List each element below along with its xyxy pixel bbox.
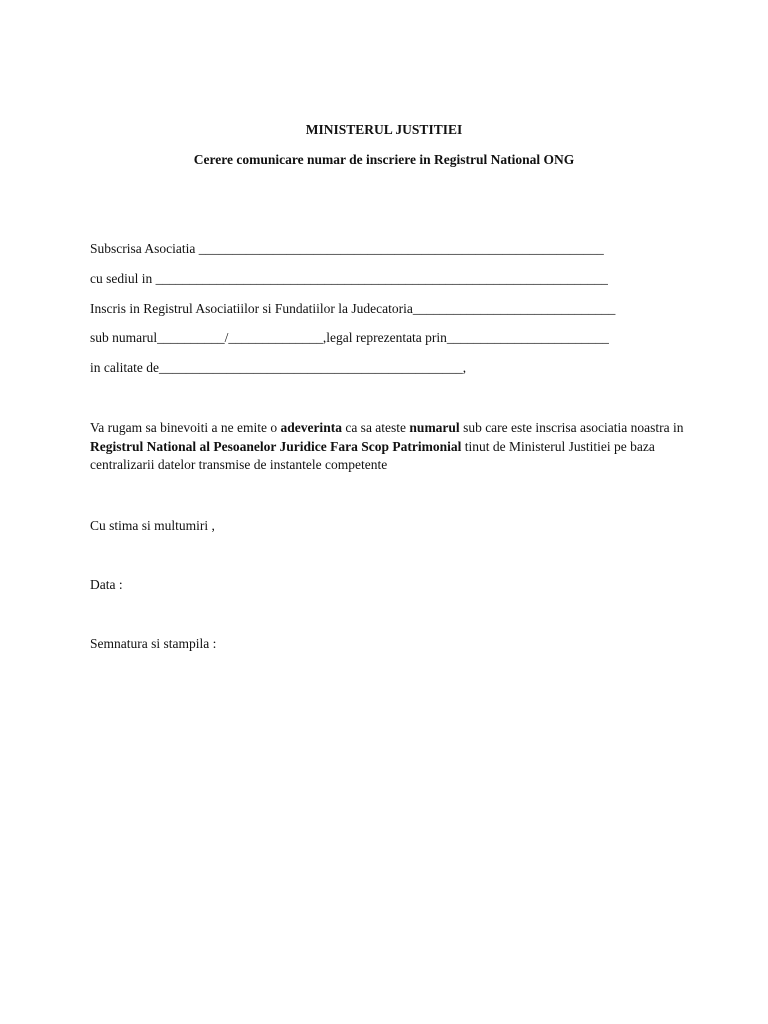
date-line: Data :	[90, 577, 123, 592]
request-bold-registry: Registrul National al Pesoanelor Juridice Fara Scop Patrimonial	[90, 438, 462, 454]
request-text-3: sub care este inscrisa asociatia noastra in	[459, 420, 684, 435]
request-text-2: ca sa ateste	[341, 420, 410, 435]
court-registry-line: Inscris in Registrul Asociatiilor si Fundatiilor la Judecatoria______________________________	[90, 301, 616, 316]
ministry-heading: MINISTERUL JUSTITIEI	[305, 122, 463, 137]
document-title: Cerere comunicare numar de inscriere in Registrul National ONG	[193, 152, 575, 167]
association-name-line: Subscrisa Asociatia ____________________________________________________________	[90, 241, 604, 256]
request-text-1: Va rugam sa binevoiti a ne emite o	[90, 420, 281, 435]
request-bold-certificate: adeverinta	[280, 420, 342, 435]
regards-line: Cu stima si multumiri ,	[90, 518, 215, 533]
seat-line: cu sediul in ___________________________________________________________________	[90, 271, 608, 286]
request-text-4: tinut de Ministerul Justitiei pe baza centralizarii datelor transmise de instantele competente	[90, 438, 655, 472]
capacity-line: in calitate de_____________________________________________,	[90, 360, 467, 375]
request-paragraph	[90, 419, 690, 475]
signature-line: Semnatura si stampila :	[90, 636, 217, 651]
request-bold-number: numarul	[409, 420, 460, 435]
registration-number-line: sub numarul__________/______________,legal reprezentata prin________________________	[90, 330, 609, 345]
